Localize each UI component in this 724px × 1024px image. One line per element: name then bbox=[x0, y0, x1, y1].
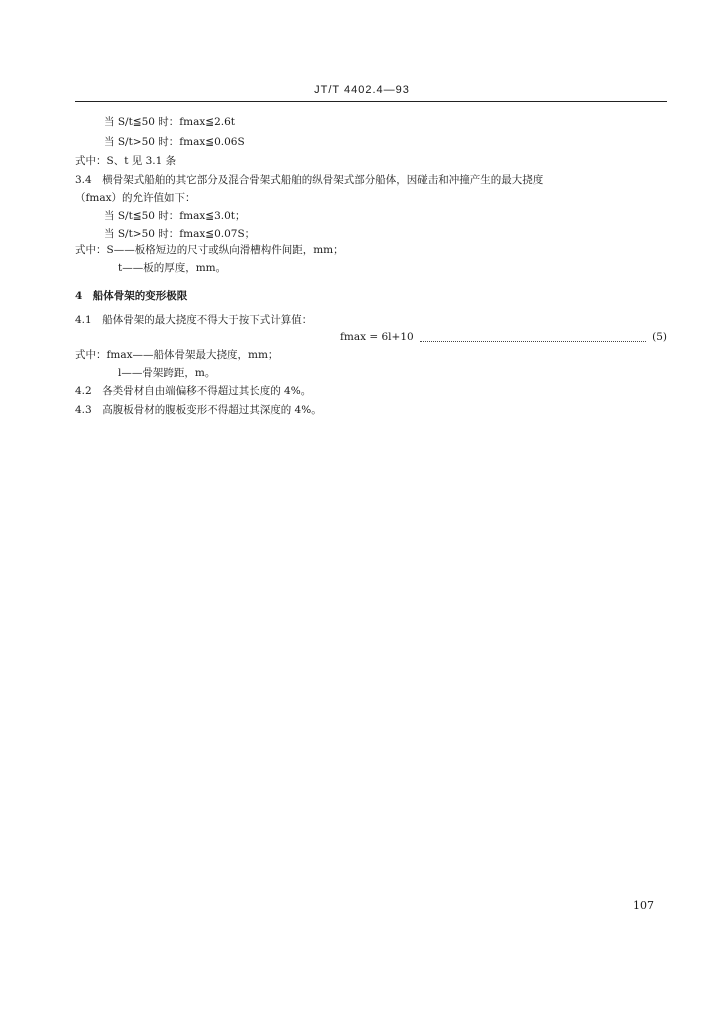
condition-line-3: 当 S/t≦50 时：fmax≦3.0t； bbox=[104, 210, 246, 222]
where-clause-2-t: t——板的厚度，mm。 bbox=[118, 262, 227, 274]
clause-3-4-continued: （fmax）的允许值如下： bbox=[75, 192, 196, 204]
equation-formula: fmax = 6l+10 bbox=[340, 331, 414, 343]
header-rule bbox=[75, 101, 667, 102]
clause-4-2-text: 4.2 各类骨材自由端偏移不得超过其长度的 4%。 bbox=[75, 385, 312, 397]
clause-4-3-text: 4.3 高腹板骨材的腹板变形不得超过其深度的 4%。 bbox=[75, 404, 322, 416]
where-clause-2: 式中：S——板格短边的尺寸或纵向滑槽构件间距，mm； bbox=[75, 244, 344, 256]
page-number: 107 bbox=[633, 899, 654, 912]
section-4-heading: 4 船体骨架的变形极限 bbox=[75, 290, 188, 302]
clause-3-4-text: 3.4 横骨架式船舶的其它部分及混合骨架式船舶的纵骨架式部分船体，因碰击和冲撞产生的最大挠度 bbox=[75, 174, 544, 186]
condition-line-4: 当 S/t>50 时：fmax≦0.07S； bbox=[104, 228, 256, 240]
equation-leader-dots bbox=[420, 333, 646, 342]
equation-row bbox=[340, 330, 667, 344]
equation-number: (5) bbox=[652, 331, 667, 343]
where-clause-3: 式中：fmax——船体骨架最大挠度，mm； bbox=[75, 349, 279, 361]
condition-line-1: 当 S/t≦50 时：fmax≦2.6t bbox=[104, 116, 236, 128]
where-clause-1: 式中：S、t 见 3.1 条 bbox=[75, 155, 177, 167]
clause-4-1-text: 4.1 船体骨架的最大挠度不得大于按下式计算值： bbox=[75, 314, 313, 326]
where-clause-3-l: l——骨架跨距，m。 bbox=[118, 367, 216, 379]
standard-code-header: JT/T 4402.4—93 bbox=[314, 84, 410, 96]
condition-line-2: 当 S/t>50 时：fmax≦0.06S bbox=[104, 136, 245, 148]
